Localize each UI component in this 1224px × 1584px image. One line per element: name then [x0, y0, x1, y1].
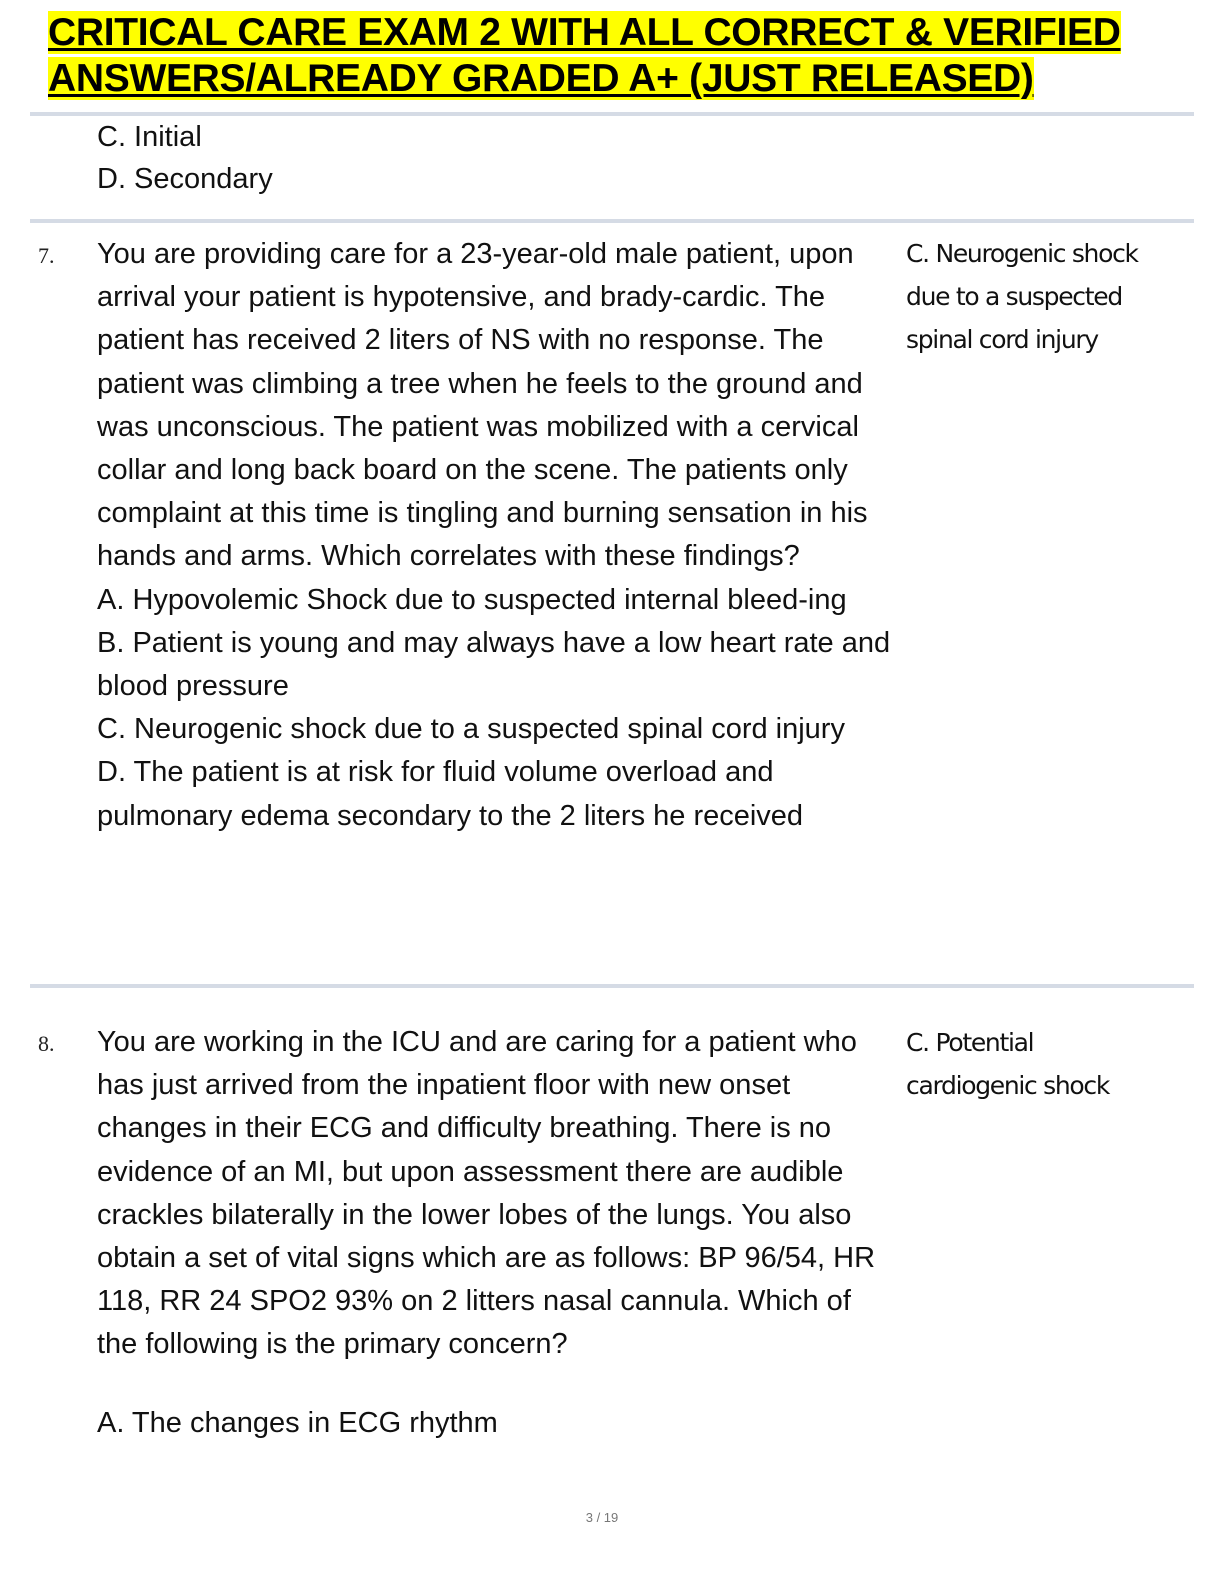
option-d: D. Secondary [97, 163, 273, 195]
question-stem: You are providing care for a 23-year-old male patient, upon arrival your patient is hypotensive, and brady-cardic. The patient has received 2 liters of NS with no response. The patient was climbing a tree when he feels to the ground and was unconscious. The patient was mobilized with a cervical collar and long back board on the scene. The patients only complaint at this time is tingling and burning sensation in his hands and arms. Which correlates with these findings? [97, 238, 868, 573]
option-d: D. The patient is at risk for fluid volume overload and pulmonary edema secondary to the 2 liters he received [97, 756, 804, 832]
option-c: C. Neurogenic shock due to a suspected spinal cord injury [97, 713, 845, 746]
divider [30, 219, 1194, 223]
page-number: 3 / 19 [585, 1510, 619, 1525]
question-stem: You are working in the ICU and are caring for a patient who has just arrived from the inpatient floor with new onset changes in their ECG and difficulty breathing. There is no evidence of an MI, but upon assessment there are audible crackles bilaterally in the lower lobes of the lungs. You also obtain a set of vital signs which are as follows: BP 96/54, HR 118, RR 24 SPO2 93% on 2 litters nasal cannula. Which of the following is the primary concern? [97, 1026, 876, 1361]
option-b: B. Patient is young and may always have a low heart rate and blood pressure [97, 626, 891, 703]
answer-text: C. Potential cardiogenic shock [906, 1028, 1110, 1100]
option-c: C. Initial [97, 121, 202, 153]
header-title-line-1: CRITICAL CARE EXAM 2 WITH ALL CORRECT & VERIFIED [48, 11, 1121, 54]
question-body [97, 1021, 897, 1445]
option-a: A. The changes in ECG rhythm [97, 1406, 498, 1439]
question-number: 8. [38, 1031, 55, 1056]
option-a: A. Hypovolemic Shock due to suspected internal bleed-ing [97, 583, 847, 616]
divider [30, 112, 1194, 116]
document-header [48, 10, 1148, 102]
question-body [97, 233, 897, 838]
question-number: 7. [38, 243, 55, 268]
header-title-line-2: ANSWERS/ALREADY GRADED A+ (JUST RELEASED) [48, 57, 1034, 100]
answer-text: C. Neurogenic shock due to a suspected spinal cord injury [906, 239, 1138, 354]
divider [30, 984, 1194, 988]
